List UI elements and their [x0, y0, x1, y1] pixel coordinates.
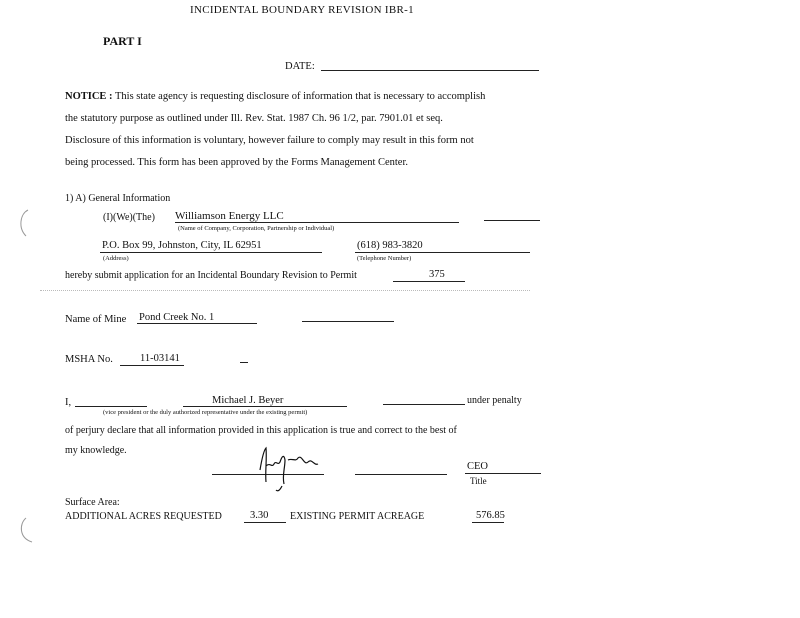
notice-line-1: This state agency is requesting disclosure of information that is necessary to accomplish [115, 91, 486, 102]
surface-area-heading: Surface Area: [65, 497, 120, 508]
notice-line-4: being processed. This form has been approved by the Forms Management Center. [65, 157, 409, 168]
mine-name-line [137, 323, 257, 324]
existing-acreage-value[interactable]: 576.85 [476, 510, 505, 521]
punch-hole-mark [14, 208, 34, 238]
permit-line [393, 281, 465, 282]
part-heading: PART I [103, 34, 142, 48]
declarant-name[interactable]: Michael J. Beyer [212, 395, 284, 406]
punch-hole-mark [14, 516, 36, 546]
form-title: INCIDENTAL BOUNDARY REVISION IBR-1 [190, 4, 414, 16]
signature-extra-line [355, 474, 447, 475]
additional-acres-label: ADDITIONAL ACRES REQUESTED [65, 511, 222, 522]
mine-name-value[interactable]: Pond Creek No. 1 [139, 312, 215, 323]
msha-label: MSHA No. [65, 354, 113, 365]
general-info-heading: 1) A) General Information [65, 193, 171, 204]
title-value[interactable]: CEO [467, 461, 488, 472]
date-label: DATE: [285, 61, 315, 72]
title-caption: Title [470, 476, 487, 486]
address-caption: (Address) [103, 255, 129, 262]
penalty-line [383, 404, 465, 405]
additional-acres-value[interactable]: 3.30 [250, 510, 269, 521]
title-line [465, 473, 541, 474]
iwethe-label: (I)(We)(The) [103, 212, 155, 223]
msha-tick [240, 362, 248, 363]
declaration-blank-line [75, 406, 147, 407]
notice-paragraph [65, 86, 553, 174]
mine-name-label: Name of Mine [65, 314, 127, 325]
company-name[interactable]: Williamson Energy LLC [175, 210, 284, 222]
mine-extra-line [302, 321, 394, 322]
existing-acreage-line [472, 522, 504, 523]
msha-line [120, 365, 184, 366]
date-field[interactable] [321, 70, 539, 71]
declarant-line [183, 406, 347, 407]
declaration-line-2: of perjury declare that all information provided in this application is true and correct to the best of [65, 425, 457, 436]
address-value[interactable]: P.O. Box 99, Johnston, City, IL 62951 [102, 240, 262, 251]
signature-icon [252, 440, 332, 495]
address-line [100, 252, 322, 253]
additional-acres-line [244, 522, 286, 523]
company-extra-line [484, 220, 540, 221]
notice-label: NOTICE : [65, 91, 113, 102]
declaration-line-3: my knowledge. [65, 445, 127, 456]
msha-value[interactable]: 11-03141 [140, 353, 180, 364]
declarant-caption: (vice president or the duly authorized representative under the existing permit) [103, 409, 308, 416]
notice-line-2: the statutory purpose as outlined under Ill. Rev. Stat. 1987 Ch. 96 1/2, par. 7901.01 et seq. [65, 113, 443, 124]
notice-line-3: Disclosure of this information is voluntary, however failure to comply may result in this form not [65, 135, 474, 146]
phone-value[interactable]: (618) 983-3820 [357, 240, 423, 251]
company-line [175, 222, 459, 223]
phone-line [355, 252, 530, 253]
penalty-text: under penalty [467, 395, 522, 406]
declaration-i-label: I, [65, 397, 72, 408]
scan-noise-line [40, 290, 530, 291]
submit-text: hereby submit application for an Incidental Boundary Revision to Permit [65, 270, 357, 281]
permit-number[interactable]: 375 [429, 269, 445, 280]
company-caption: (Name of Company, Corporation, Partnership or Individual) [178, 225, 335, 232]
phone-caption: (Telephone Number) [357, 255, 412, 262]
existing-acreage-label: EXISTING PERMIT ACREAGE [290, 511, 425, 522]
